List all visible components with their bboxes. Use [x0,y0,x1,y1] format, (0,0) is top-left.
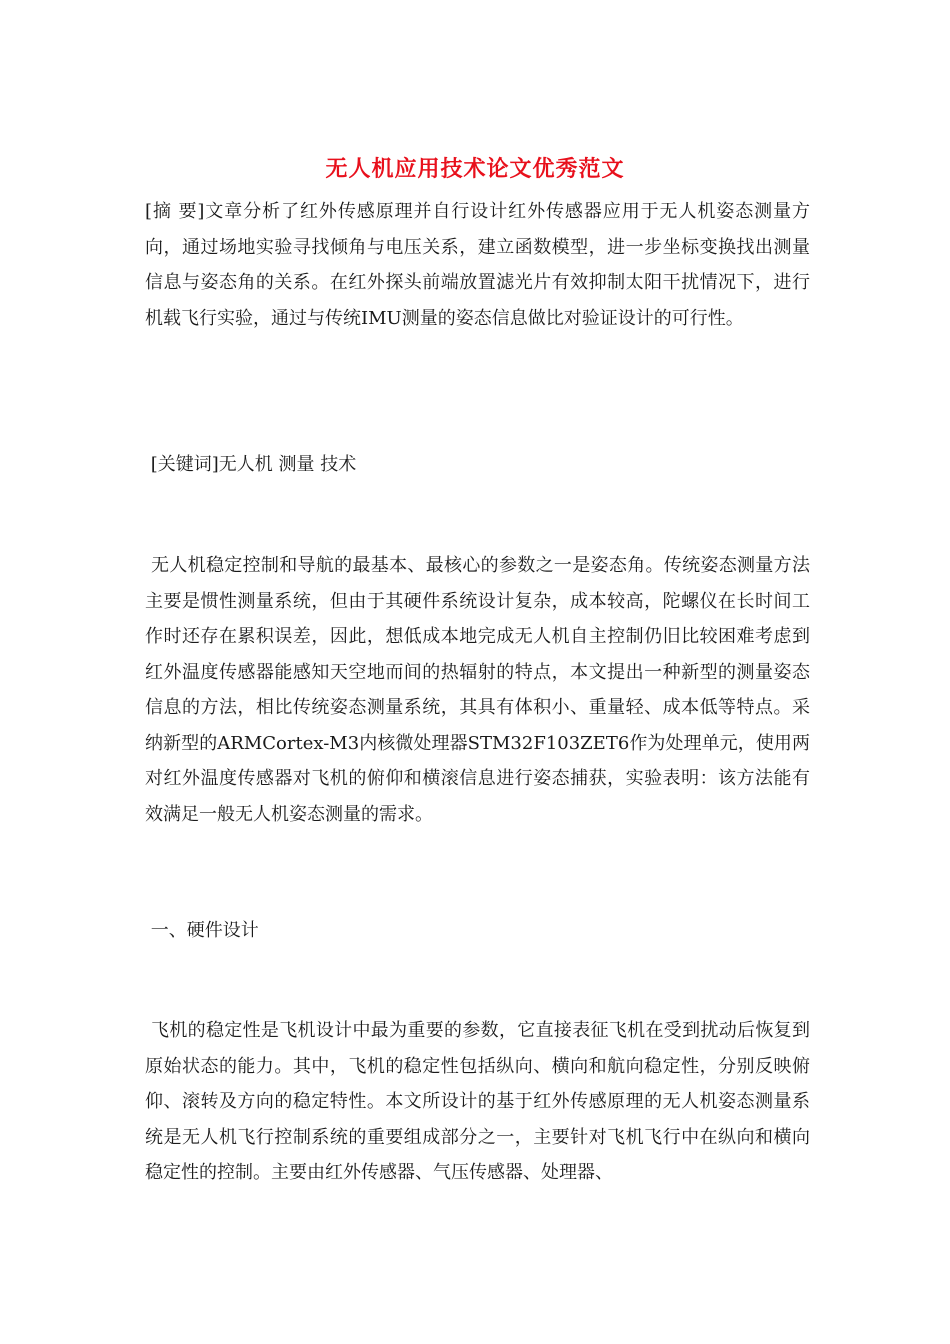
section-body-paragraph: 飞机的稳定性是飞机设计中最为重要的参数，它直接表征飞机在受到扰动后恢复到原始状态的能力。其中，飞机的稳定性包括纵向、横向和航向稳定性，分别反映俯仰、滚转及方向的稳定特性。本文所设计的基于红外传感原理的无人机姿态测量系统是无人机飞行控制系统的重要组成部分之一，主要针对飞机飞行中在纵向和横向稳定性的控制。主要由红外传感器、气压传感器、处理器、 [145,1020,810,1183]
intro-paragraph: 无人机稳定控制和导航的最基本、最核心的参数之一是姿态角。传统姿态测量方法主要是惯性测量系统，但由于其硬件系统设计复杂，成本较高，陀螺仪在长时间工作时还存在累积误差，因此，想低成本地完成无人机自主控制仍旧比较困难考虑到红外温度传感器能感知天空地而间的热辐射的特点，本文提出一种新型的测量姿态信息的方法，相比传统姿态测量系统，其具有体积小、重量轻、成本低等特点。采纳新型的ARMCortex-M3内核微处理器STM32F103ZET6作为处理单元，使用两对红外温度传感器对飞机的俯仰和横滚信息进行姿态捕获，实验表明：该方法能有效满足一般无人机姿态测量的需求。 [145,555,810,825]
keywords-line: [关键词]无人机 测量 技术 [145,454,357,475]
section-heading: 一、硬件设计 [145,920,259,941]
abstract-paragraph: [摘 要]文章分析了红外传感原理并自行设计红外传感器应用于无人机姿态测量方向，通过场地实验寻找倾角与电压关系，建立函数模型，进一步坐标变换找出测量信息与姿态角的关系。在红外探头前端放置滤光片有效抑制太阳干扰情况下，进行机载飞行实验，通过与传统IMU测量的姿态信息做比对验证设计的可行性。 [145,201,810,329]
document-title: 无人机应用技术论文优秀范文 [325,156,625,182]
